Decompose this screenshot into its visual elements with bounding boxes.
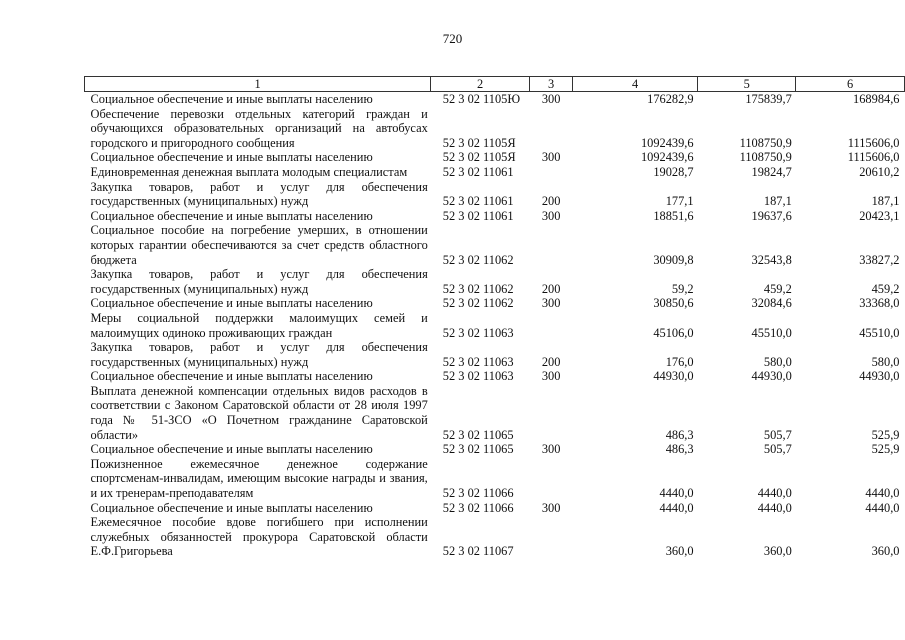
row-value-year-3: 44930,0 xyxy=(859,369,900,384)
row-code: 52 3 02 11062 xyxy=(442,296,514,311)
row-value-year-2: 19824,7 xyxy=(751,164,792,179)
row-value-year-1: 4440,0 xyxy=(659,486,694,501)
row-value-year-2: 4440,0 xyxy=(757,486,792,501)
table-row xyxy=(85,223,905,267)
row-value-year-1: 4440,0 xyxy=(659,500,694,515)
row-value-year-1: 30850,6 xyxy=(653,296,694,311)
table-row xyxy=(85,150,905,165)
row-value-year-3: 525,9 xyxy=(871,427,900,442)
row-value-year-3: 4440,0 xyxy=(865,486,900,501)
row-code: 52 3 02 1105Я xyxy=(442,135,516,150)
row-value-year-2: 505,7 xyxy=(763,442,792,457)
row-value-year-3: 20423,1 xyxy=(859,208,900,223)
row-expense-type: 300 xyxy=(541,296,561,311)
column-header-year-2: 5 xyxy=(698,77,796,92)
row-expense-type xyxy=(530,384,573,442)
row-value-year-2: 459,2 xyxy=(763,281,792,296)
row-name: Социальное обеспечение и иные выплаты населению xyxy=(90,208,373,223)
row-name: Меры социальной поддержки малоимущих семей и малоимущих одиноко проживающих граждан xyxy=(90,310,428,340)
row-value-year-3: 4440,0 xyxy=(865,500,900,515)
row-value-year-3: 1115606,0 xyxy=(847,135,900,150)
row-expense-type xyxy=(530,457,573,501)
row-expense-type: 300 xyxy=(541,92,561,106)
table-row xyxy=(85,442,905,457)
row-value-year-3: 168984,6 xyxy=(853,92,900,106)
row-expense-type xyxy=(530,515,573,559)
table-body xyxy=(85,92,905,560)
table-row xyxy=(85,107,905,151)
row-name: Социальное обеспечение и иные выплаты населению xyxy=(90,442,373,457)
column-header-year-1: 4 xyxy=(573,77,698,92)
table-row xyxy=(85,384,905,442)
row-value-year-2: 44930,0 xyxy=(751,369,792,384)
row-expense-type: 300 xyxy=(541,369,561,384)
row-name: Социальное обеспечение и иные выплаты населению xyxy=(90,92,373,106)
row-value-year-1: 360,0 xyxy=(665,544,694,559)
row-expense-type xyxy=(530,311,573,340)
row-value-year-1: 30909,8 xyxy=(653,252,694,267)
table-row xyxy=(85,180,905,209)
row-expense-type xyxy=(530,223,573,267)
row-value-year-2: 45510,0 xyxy=(751,325,792,340)
row-name: Пожизненное ежемесячное денежное содержание спортсменам-инвалидам, имеющим высокие награды и звания, и их тренерам-преподавателям xyxy=(90,456,428,501)
row-value-year-2: 187,1 xyxy=(763,194,792,209)
row-value-year-3: 33827,2 xyxy=(859,252,900,267)
column-header-year-3: 6 xyxy=(796,77,905,92)
row-code: 52 3 02 1105Ю xyxy=(442,92,521,106)
row-expense-type: 200 xyxy=(541,194,561,209)
row-value-year-2: 19637,6 xyxy=(751,208,792,223)
row-code: 52 3 02 11065 xyxy=(442,442,514,457)
row-value-year-1: 1092439,6 xyxy=(640,135,694,150)
row-name: Социальное обеспечение и иные выплаты населению xyxy=(90,500,373,515)
row-expense-type: 200 xyxy=(541,354,561,369)
row-name: Единовременная денежная выплата молодым специалистам xyxy=(90,164,408,179)
table-row xyxy=(85,457,905,501)
row-name: Закупка товаров, работ и услуг для обеспечения государственных (муниципальных) нужд xyxy=(90,340,428,369)
row-value-year-3: 20610,2 xyxy=(859,164,900,179)
column-header-code: 2 xyxy=(431,77,530,92)
row-code: 52 3 02 11065 xyxy=(442,427,514,442)
row-expense-type: 300 xyxy=(541,208,561,223)
row-value-year-2: 1108750,9 xyxy=(739,150,792,165)
row-value-year-2: 1108750,9 xyxy=(739,135,792,150)
row-name: Социальное обеспечение и иные выплаты населению xyxy=(90,150,373,165)
row-expense-type: 300 xyxy=(541,150,561,165)
row-value-year-3: 45510,0 xyxy=(859,325,900,340)
row-name: Социальное пособие на погребение умерших, в отношении которых гарантии обеспечиваются за счет средств областного бюджета xyxy=(90,223,428,267)
row-name: Социальное обеспечение и иные выплаты населению xyxy=(90,296,373,311)
row-name: Социальное обеспечение и иные выплаты населению xyxy=(90,369,373,384)
row-code: 52 3 02 11062 xyxy=(442,281,514,296)
row-value-year-1: 44930,0 xyxy=(653,369,694,384)
table-row xyxy=(85,515,905,559)
row-expense-type: 200 xyxy=(541,281,561,296)
table-row xyxy=(85,369,905,384)
row-value-year-1: 176282,9 xyxy=(647,92,694,106)
row-value-year-3: 525,9 xyxy=(871,442,900,457)
row-value-year-3: 187,1 xyxy=(871,194,900,209)
row-value-year-3: 1115606,0 xyxy=(847,150,900,165)
header-row xyxy=(85,77,905,92)
table-row xyxy=(85,165,905,180)
row-value-year-1: 176,0 xyxy=(665,354,694,369)
row-expense-type: 300 xyxy=(541,442,561,457)
row-code: 52 3 02 11061 xyxy=(442,208,514,223)
row-value-year-1: 486,3 xyxy=(665,427,694,442)
table-row xyxy=(85,340,905,369)
table-row xyxy=(85,501,905,516)
row-value-year-2: 32084,6 xyxy=(751,296,792,311)
table-row xyxy=(85,296,905,311)
row-code: 52 3 02 11061 xyxy=(442,194,514,209)
budget-table xyxy=(84,76,905,559)
row-code: 52 3 02 11066 xyxy=(442,486,514,501)
row-code: 52 3 02 11063 xyxy=(442,369,514,384)
table-row xyxy=(85,311,905,340)
row-name: Выплата денежной компенсации отдельных видов расходов в соответствии с Законом Саратовской области от 28 июля 1997 года № 51-ЗСО «О Почетном гражданине Саратовской области» xyxy=(90,383,428,442)
row-value-year-2: 32543,8 xyxy=(751,252,792,267)
row-value-year-1: 177,1 xyxy=(665,194,694,209)
row-code: 52 3 02 11061 xyxy=(442,164,514,179)
table-header xyxy=(85,77,905,92)
row-value-year-2: 580,0 xyxy=(763,354,792,369)
table-row xyxy=(85,267,905,296)
row-expense-type: 300 xyxy=(541,500,561,515)
page-number: 720 xyxy=(442,31,463,46)
row-value-year-1: 1092439,6 xyxy=(640,150,694,165)
row-name: Закупка товаров, работ и услуг для обеспечения государственных (муниципальных) нужд xyxy=(90,179,428,209)
row-code: 52 3 02 11066 xyxy=(442,500,514,515)
row-name: Закупка товаров, работ и услуг для обеспечения государственных (муниципальных) нужд xyxy=(90,267,428,296)
row-expense-type xyxy=(530,165,573,180)
row-value-year-2: 175839,7 xyxy=(745,92,792,106)
row-value-year-1: 486,3 xyxy=(665,442,694,457)
row-value-year-2: 505,7 xyxy=(763,427,792,442)
row-code: 52 3 02 11067 xyxy=(442,544,514,559)
row-value-year-1: 59,2 xyxy=(671,281,694,296)
row-value-year-2: 360,0 xyxy=(763,544,792,559)
row-code: 52 3 02 11063 xyxy=(442,354,514,369)
row-expense-type xyxy=(530,107,573,151)
row-name: Обеспечение перевозки отдельных категорий граждан и обучающихся образовательных организаций на автобусах городского и пригородного сообщения xyxy=(90,106,428,150)
row-value-year-1: 19028,7 xyxy=(653,164,694,179)
row-value-year-2: 4440,0 xyxy=(757,500,792,515)
row-value-year-3: 459,2 xyxy=(871,281,900,296)
row-value-year-3: 33368,0 xyxy=(859,296,900,311)
row-code: 52 3 02 11063 xyxy=(442,325,514,340)
row-value-year-1: 18851,6 xyxy=(653,208,694,223)
row-value-year-1: 45106,0 xyxy=(653,325,694,340)
row-name: Ежемесячное пособие вдове погибшего при исполнении служебных обязанностей прокурора Саратовской области Е.Ф.Григорьева xyxy=(90,515,428,559)
column-header-expense-type: 3 xyxy=(530,77,573,92)
table-row xyxy=(85,92,905,107)
row-code: 52 3 02 1105Я xyxy=(442,150,516,165)
row-value-year-3: 580,0 xyxy=(871,354,900,369)
column-header-name: 1 xyxy=(85,77,431,92)
row-code: 52 3 02 11062 xyxy=(442,252,514,267)
table-row xyxy=(85,209,905,224)
row-value-year-3: 360,0 xyxy=(871,544,900,559)
